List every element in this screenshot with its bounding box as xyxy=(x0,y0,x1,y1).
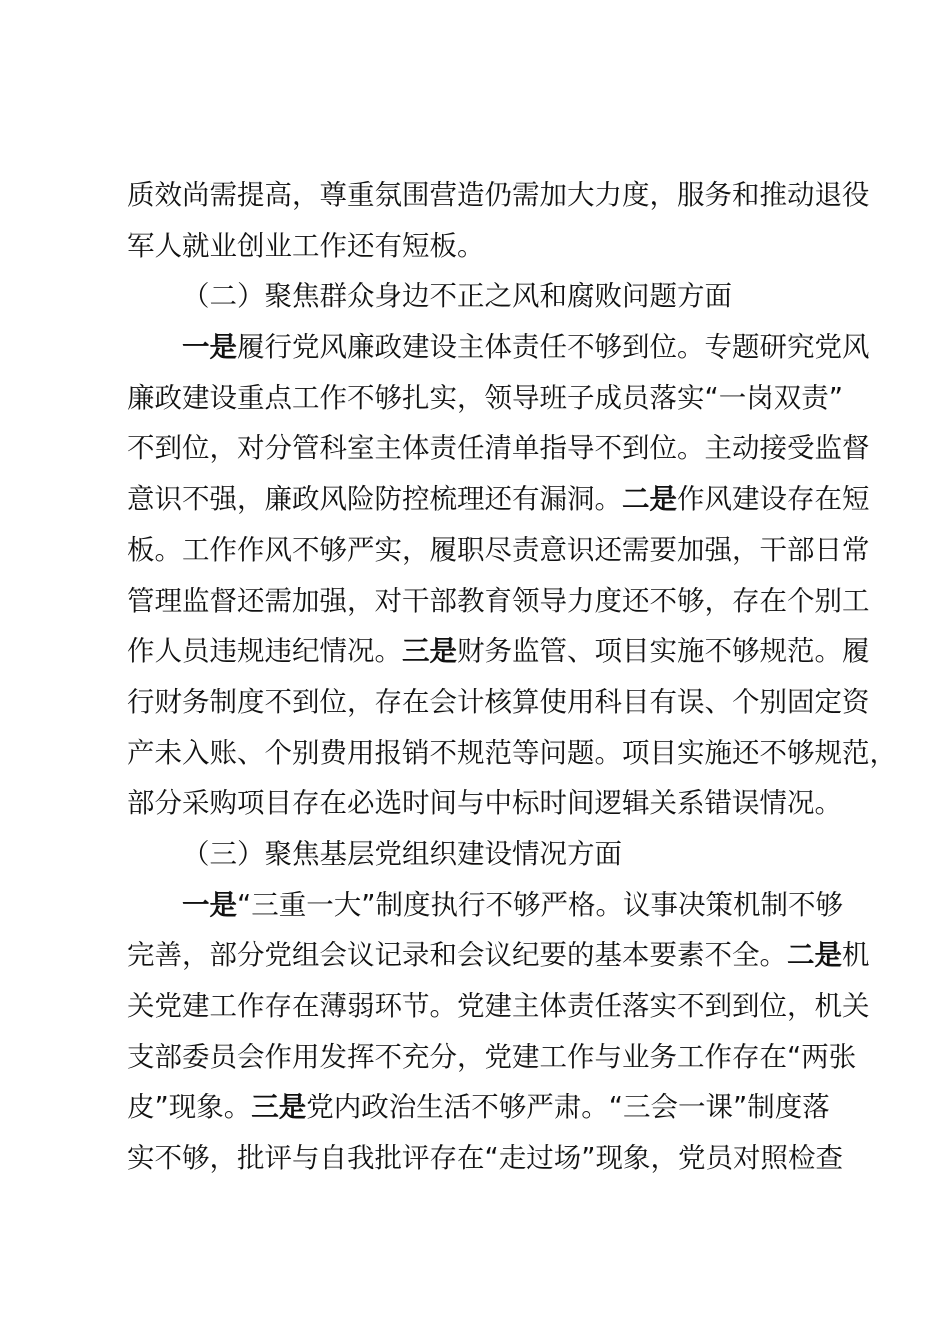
text-line xyxy=(127,1032,857,1083)
bold-lead-text: 一是 xyxy=(182,331,237,364)
text-run: 质效尚需提高，尊重氛围营造仍需加大力度，服务和推动退役 xyxy=(127,179,870,211)
text-run: 党内政治生活不够严肃。“三会一课”制度落 xyxy=(306,1091,830,1124)
text-run: 实不够，批评与自我批评存在“走过场”现象，党员对照检查 xyxy=(127,1142,843,1175)
text-line xyxy=(127,778,842,829)
text-line xyxy=(127,170,870,221)
text-run: 不到位，对分管科室主体责任清单指导不到位。主动接受监督 xyxy=(127,432,870,465)
text-run: 廉政建设重点工作不够扎实，领导班子成员落实“一岗双责” xyxy=(127,381,843,414)
text-line xyxy=(127,880,843,931)
text-run: 作风建设存在短 xyxy=(677,483,870,516)
text-run: 产未入账、个别费用报销不规范等问题。项目实施还不够规范， xyxy=(127,736,897,769)
text-line xyxy=(127,221,837,272)
text-run: 关党建工作存在薄弱环节。党建主体责任落实不到到位，机关 xyxy=(127,990,870,1022)
text-run: 支部委员会作用发挥不充分，党建工作与业务工作存在“两张 xyxy=(127,1040,857,1073)
text-line xyxy=(127,677,870,728)
text-line xyxy=(127,930,870,981)
text-line xyxy=(127,373,843,424)
text-run: 板。工作作风不够严实，履职尽责意识还需要加强，干部日常 xyxy=(127,533,870,566)
text-run: 履行党风廉政建设主体责任不够到位。专题研究党风 xyxy=(237,331,870,364)
text-line xyxy=(127,474,870,525)
text-line xyxy=(127,322,870,373)
text-run: 财务监管、项目实施不够规范。履 xyxy=(457,635,870,668)
text-run: 机 xyxy=(842,939,870,972)
section-heading xyxy=(127,829,837,880)
text-run: （二）聚焦群众身边不正之风和腐败问题方面 xyxy=(182,280,732,313)
text-run: 意识不强，廉政风险防控梳理还有漏洞。 xyxy=(127,483,622,516)
bold-lead-text: 二是 xyxy=(787,939,842,972)
text-line xyxy=(127,1133,843,1184)
text-run: 皮”现象。 xyxy=(127,1091,252,1124)
text-run: “三重一大”制度执行不够严格。议事决策机制不够 xyxy=(237,888,843,921)
text-run: 完善，部分党组会议记录和会议纪要的基本要素不全。 xyxy=(127,939,787,972)
text-line xyxy=(127,1082,837,1133)
text-line xyxy=(127,423,870,474)
text-line xyxy=(127,981,870,1032)
bold-lead-text: 二是 xyxy=(622,483,677,516)
text-line xyxy=(127,626,870,677)
bold-lead-text: 一是 xyxy=(182,888,237,921)
bold-lead-text: 三是 xyxy=(402,635,457,668)
text-run: 部分采购项目存在必选时间与中标时间逻辑关系错误情况。 xyxy=(127,787,842,820)
bold-lead-text: 三是 xyxy=(251,1091,307,1124)
text-run: 军人就业创业工作还有短板。 xyxy=(127,229,485,262)
text-run: 行财务制度不到位，存在会计核算使用科目有误、个别固定资 xyxy=(127,685,870,718)
document-body xyxy=(127,170,897,1184)
text-line xyxy=(127,728,897,779)
text-run: 作人员违规违纪情况。 xyxy=(127,635,402,668)
text-line xyxy=(127,525,870,576)
text-run: 管理监督还需加强，对干部教育领导力度还不够，存在个别工 xyxy=(127,584,870,617)
section-heading xyxy=(127,271,837,322)
text-line xyxy=(127,576,870,627)
text-run: （三）聚焦基层党组织建设情况方面 xyxy=(182,837,622,870)
